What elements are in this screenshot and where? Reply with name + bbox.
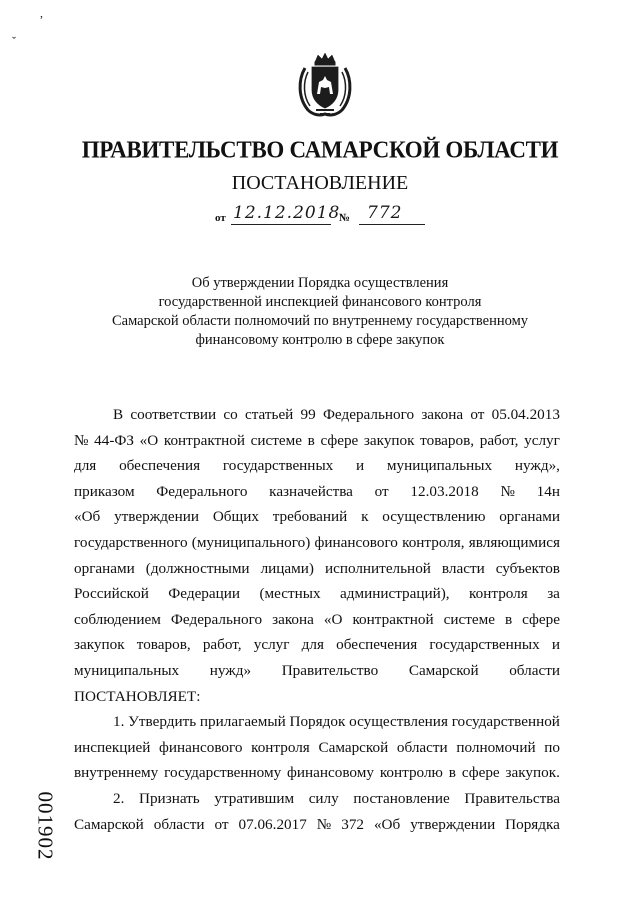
body-word: Самарской	[318, 738, 389, 756]
body-line	[74, 453, 560, 479]
body-word: «Об	[373, 815, 401, 833]
body-word: в	[504, 610, 513, 628]
body-word: Федерального	[322, 406, 415, 423]
body-word: системе	[443, 610, 495, 628]
body-word: за	[547, 585, 560, 603]
number-prefix: №	[339, 212, 351, 224]
body-line	[74, 684, 560, 710]
body-word: контрактной	[163, 431, 245, 449]
body-word: закона	[272, 610, 314, 628]
body-word: В	[113, 406, 124, 423]
body-word: внутреннему	[74, 764, 159, 782]
body-word: утверждении	[410, 815, 496, 833]
body-word: №	[74, 431, 89, 449]
body-word: органами	[499, 508, 560, 526]
body-word: области	[509, 661, 560, 679]
body-line	[74, 709, 560, 735]
registration-number: 001902	[33, 791, 58, 861]
body-word: сфере	[522, 610, 560, 628]
body-line	[74, 735, 560, 761]
subject-line: Об утверждении Порядка осуществления	[191, 275, 449, 291]
subject-line: государственной инспекцией финансового контроля	[158, 294, 482, 310]
body-word: 14н	[536, 482, 560, 500]
body-word: 2.	[113, 789, 125, 807]
body-word: сфере	[461, 764, 500, 782]
body-word: Общих	[212, 508, 259, 526]
body-word: Порядок	[289, 713, 346, 731]
body-line	[74, 504, 560, 530]
document-subject	[0, 274, 640, 350]
body-word: от	[214, 815, 229, 833]
body-word: Самарской	[408, 661, 479, 679]
handwritten-number: 772	[367, 203, 403, 223]
body-line	[74, 632, 560, 658]
body-word: субъектов	[495, 559, 560, 577]
body-word: работ,	[479, 431, 519, 449]
body-word: муниципальных	[74, 661, 180, 679]
body-word: исполнительной	[324, 559, 431, 577]
body-word: осуществления	[349, 713, 448, 731]
body-word: сфере	[320, 431, 359, 449]
body-word: к	[361, 508, 369, 526]
body-line	[74, 428, 560, 454]
body-line	[74, 760, 560, 786]
body-word: области	[153, 815, 205, 833]
body-word: ПОСТАНОВЛЯЕТ:	[74, 687, 201, 705]
body-word: закупок	[74, 636, 125, 654]
body-word: органами	[74, 559, 135, 577]
body-word: финансового	[314, 533, 398, 551]
body-word: полномочий	[456, 738, 536, 756]
body-word: товаров,	[136, 636, 191, 654]
body-word: силу	[308, 789, 339, 807]
body-word: контрактной	[352, 610, 434, 628]
body-word: Утвердить	[128, 713, 197, 731]
body-word: услуг	[524, 431, 560, 449]
subject-line: Самарской области полномочий по внутреннему государственному	[111, 313, 529, 329]
body-word: требований	[272, 508, 348, 526]
body-word: осуществлению	[382, 508, 486, 526]
body-word: постановление	[353, 789, 450, 807]
body-word: финансового	[159, 738, 243, 756]
handwritten-date: 12.12.2018	[233, 203, 341, 223]
body-word: (должностными	[145, 559, 250, 577]
body-word: в	[448, 764, 456, 782]
body-word: утратившим	[214, 789, 295, 807]
body-word: от	[470, 406, 485, 423]
document-type: ПОСТАНОВЛЕНИЕ	[231, 172, 409, 194]
body-word: лицами)	[260, 559, 314, 577]
body-word: администраций),	[340, 585, 450, 603]
body-word: 44-ФЗ	[94, 431, 134, 449]
body-word: 99	[300, 406, 316, 423]
registration-stamp	[30, 786, 60, 866]
body-word: «О	[323, 610, 343, 628]
subject-line: финансовому контролю в сфере закупок	[195, 332, 445, 348]
body-word: государственного	[74, 533, 188, 551]
body-word: закупок	[363, 431, 415, 449]
body-word: контроля	[469, 585, 528, 603]
body-word: нужд»	[209, 661, 252, 679]
body-word: от	[374, 482, 389, 500]
body-word: 07.06.2017	[238, 815, 307, 833]
body-word: соблюдением	[74, 610, 161, 628]
body-word: Порядка	[505, 815, 560, 833]
body-word: утверждении	[114, 508, 200, 526]
body-word: №	[500, 482, 515, 500]
body-line	[74, 658, 560, 684]
body-line	[74, 607, 560, 633]
body-word: обеспечения	[119, 457, 201, 475]
body-word: являющимися	[468, 533, 560, 551]
body-word: системе	[250, 431, 302, 449]
body-word: Самарской	[74, 815, 144, 833]
body-line	[74, 812, 560, 838]
stray-mark: ˇ	[12, 34, 16, 48]
document-body	[74, 402, 560, 837]
body-word: №	[316, 815, 332, 833]
body-word: со	[223, 406, 238, 423]
stray-mark: ,	[40, 6, 43, 20]
body-word: прилагаемый	[199, 713, 286, 731]
body-word: для	[74, 457, 97, 475]
body-word: статьей	[244, 406, 294, 423]
body-word: (местных	[259, 585, 321, 603]
body-word: Признать	[139, 789, 200, 807]
body-word: Российской	[74, 585, 149, 603]
body-word: финансовому	[287, 764, 374, 782]
body-line	[74, 556, 560, 582]
body-word: «Об	[74, 508, 101, 526]
body-word: Федерального	[170, 610, 263, 628]
body-word: для	[301, 636, 324, 654]
body-word: «О	[139, 431, 159, 449]
body-word: контроля	[251, 738, 310, 756]
body-word: инспекцией	[74, 738, 151, 756]
body-line	[74, 402, 560, 428]
body-word: по	[544, 738, 560, 756]
date-prefix: от	[215, 212, 226, 224]
body-word: в	[307, 431, 315, 449]
body-word: государственной	[451, 713, 560, 731]
government-title: ПРАВИТЕЛЬСТВО САМАРСКОЙ ОБЛАСТИ	[81, 136, 559, 163]
coat-of-arms-icon	[296, 52, 354, 118]
body-line	[74, 786, 560, 812]
body-word: работ,	[202, 636, 242, 654]
number-underline	[359, 224, 425, 225]
body-word: и	[356, 457, 365, 475]
body-word: закона	[421, 406, 464, 423]
body-word: товаров,	[420, 431, 475, 449]
body-word: Федерации	[168, 585, 241, 603]
body-word: казначейства	[269, 482, 353, 500]
body-word: государственному	[164, 764, 282, 782]
body-word: Федерального	[156, 482, 248, 500]
body-word: Правительство	[281, 661, 379, 679]
body-word: 05.04.2013	[491, 406, 560, 423]
body-word: государственных	[429, 636, 540, 654]
body-word: государственных	[222, 457, 334, 475]
body-word: контроля,	[402, 533, 465, 551]
body-word: власти	[441, 559, 485, 577]
body-word: 372	[341, 815, 364, 833]
body-word: закупок.	[505, 764, 560, 782]
body-word: соответствии	[130, 406, 217, 423]
body-word: нужд»,	[514, 457, 560, 475]
body-line	[74, 581, 560, 607]
body-word: (муниципального)	[191, 533, 311, 551]
body-line	[74, 479, 560, 505]
body-word: приказом	[74, 482, 135, 500]
body-word: области	[396, 738, 448, 756]
body-word: 12.03.2018	[410, 482, 479, 500]
date-underline	[231, 224, 331, 225]
body-word: услуг	[253, 636, 290, 654]
body-line	[74, 530, 560, 556]
date-number-line	[215, 203, 435, 227]
body-word: 1.	[113, 713, 125, 731]
body-word: муниципальных	[386, 457, 493, 475]
body-word: контролю	[379, 764, 443, 782]
body-word: Правительства	[464, 789, 560, 807]
body-word: обеспечения	[336, 636, 418, 654]
body-word: и	[551, 636, 560, 654]
